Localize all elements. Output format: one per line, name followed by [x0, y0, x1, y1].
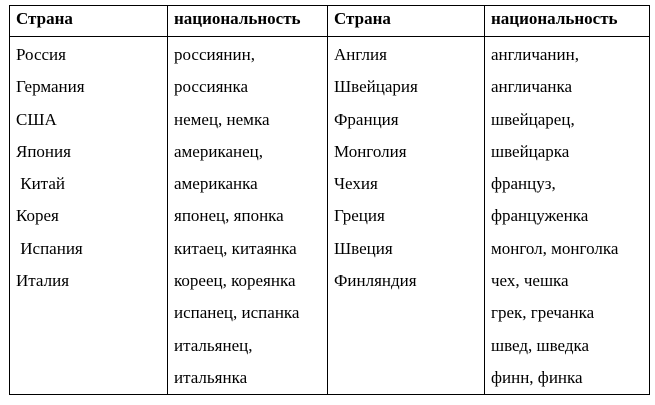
table-cell-line: англичанка — [491, 77, 573, 97]
header-country-1: Страна — [10, 6, 168, 37]
table-cell-line: американец, — [174, 141, 263, 161]
header-row — [10, 6, 650, 37]
table-cell-line: англичанин, — [491, 45, 579, 64]
nationality-table — [9, 5, 650, 395]
table-cell-line: француз, — [491, 174, 556, 194]
table-cell-line: Испания — [16, 238, 83, 258]
table-cell-line: кореец, кореянка — [174, 271, 296, 291]
table-cell-line: Япония — [16, 141, 71, 161]
table-cell-line: Германия — [16, 77, 85, 97]
header-country-2: Страна — [328, 6, 485, 37]
table-cell-line: швейцарка — [491, 141, 570, 161]
table-cell-line: француженка — [491, 206, 589, 226]
table-cell-line: монгол, монголка — [491, 238, 619, 258]
table-cell-line: Китай — [16, 174, 65, 194]
table-cell-line: швейцарец, — [491, 109, 575, 129]
table-cell-line: Италия — [16, 271, 70, 291]
table-cell-line: Чехия — [334, 174, 378, 194]
table-cell-line: американка — [174, 174, 258, 194]
table-cell-line: Швейцария — [334, 77, 418, 97]
nationality-column-2 — [485, 37, 650, 395]
table-cell-line: швед, шведка — [491, 335, 590, 355]
country-list-2 — [334, 39, 484, 297]
table-cell-line: Россия — [16, 45, 66, 64]
country-list-1 — [16, 39, 167, 297]
header-nationality-1: национальность — [168, 6, 328, 37]
table-cell-line: финн, финка — [491, 367, 583, 387]
nationality-list-1 — [174, 39, 327, 394]
country-column-2 — [328, 37, 485, 395]
table-cell-line: США — [16, 109, 57, 129]
table-cell-line: Монголия — [334, 141, 407, 161]
body-row — [10, 37, 650, 395]
table-cell-line: немец, немка — [174, 109, 270, 129]
header-nationality-2: национальность — [485, 6, 650, 37]
table-cell-line: испанец, испанка — [174, 303, 300, 323]
table-cell-line: итальянка — [174, 367, 248, 387]
table-cell-line: россиянин, — [174, 45, 255, 64]
country-column-1 — [10, 37, 168, 395]
table-cell-line: Финляндия — [334, 271, 417, 291]
table-cell-line: Франция — [334, 109, 399, 129]
table-cell-line: китаец, китаянка — [174, 238, 297, 258]
table-cell-line: Англия — [334, 45, 387, 64]
table-cell-line: россиянка — [174, 77, 249, 97]
table-cell-line: чех, чешка — [491, 271, 569, 291]
table-cell-line: Швеция — [334, 238, 393, 258]
table-cell-line: Корея — [16, 206, 59, 226]
table-cell-line: итальянец, — [174, 335, 253, 355]
table-cell-line: грек, гречанка — [491, 303, 595, 323]
nationality-column-1 — [168, 37, 328, 395]
nationality-list-2 — [491, 39, 649, 394]
table-cell-line: японец, японка — [174, 206, 284, 226]
table-cell-line: Греция — [334, 206, 385, 226]
